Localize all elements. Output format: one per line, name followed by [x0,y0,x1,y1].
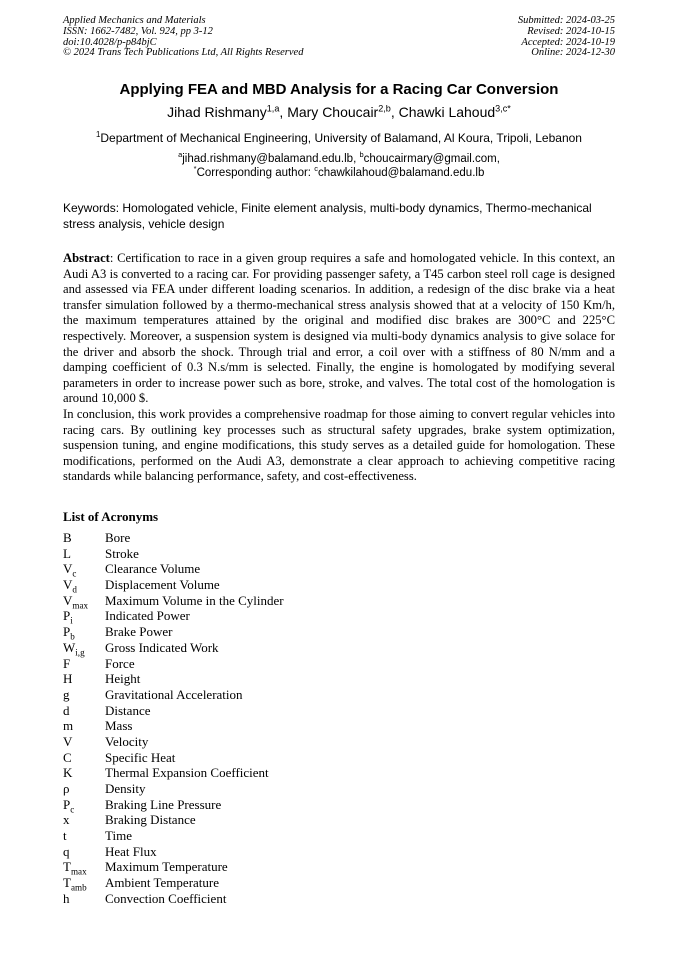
acronym-symbol [63,561,105,577]
acronyms-heading: List of Acronyms [63,509,159,524]
acronym-definition: Heat Flux [105,843,157,859]
acronym-symbol-letter: P [63,624,71,640]
acronym-row [63,593,463,609]
acronym-symbol-subscript: i,g [75,647,85,658]
acronym-symbol [63,828,105,844]
acronym-row [63,797,463,813]
acronym-definition: Thermal Expansion Coefficient [105,765,269,781]
acronym-symbol [63,624,105,640]
acronym-definition: Braking Line Pressure [105,796,222,812]
acronym-symbol-letter: L [63,545,71,561]
journal-info [63,16,303,59]
acronym-row [63,859,463,878]
acronym-symbol [63,530,105,546]
acronym-symbol [63,891,105,907]
acronym-symbol [63,859,105,878]
acronym-row [63,828,463,844]
acronym-definition: Indicated Power [105,608,190,624]
abstract-text: : Certification to race in a given group requires a safe and homologated vehicle. In this context, an Audi A3 is converted to a racing car. For providing passenger safety, a T45 carbon steel roll cage is designed and assessed via FEA under different loading scenarios. In addition, a redesign of the disc brake via a heat transfer simulation followed by a thermo-mechanical stress analysis showed that at a velocity of 150 Km/h, the maximum temperatures attained by the original and modified disc brakes are 300°C and 225°C respectively. Moreover, a suspension system is designed via multi-body dynamics analysis to give solace for the driver and absorb the shock. Through trial and error, a coil over with a stiffness of 80 N/mm and a damping coefficient of 0.3 N.s/mm is selected. Finally, the engine is homologated by modifying several parameters in order to increase power such as bore, stroke, and valves. The total cost of the homologation is around 10,000 $. [63,251,615,406]
acronym-row [63,781,463,797]
acronym-symbol-subscript: max [70,867,87,878]
email-mark: c [314,164,318,174]
acronym-symbol [63,593,105,609]
acronym-symbol [63,671,105,687]
abstract-paragraph [63,251,615,407]
acronym-symbol-subscript: max [72,600,89,611]
acronym-row [63,608,463,627]
author-name: Chawki Lahoud [398,104,496,120]
keywords: Keywords: Homologated vehicle, Finite element analysis, multi-body dynamics, Thermo-mechanical stress analysis, vehicle design [63,201,592,231]
acronym-symbol [63,750,105,766]
acronym-definition: Force [105,655,135,671]
acronym-row [63,671,463,687]
acronym-symbol-letter: B [63,530,72,545]
acronym-symbol [63,797,105,813]
author-affiliation-mark: 1,a [266,103,280,114]
date-submitted: Submitted: 2024-03-25 [517,15,615,26]
acronym-symbol-letter: C [63,749,72,765]
acronym-definition: Gravitational Acceleration [105,686,243,702]
acronym-row [63,546,463,562]
affiliation-mark: 1 [96,130,101,139]
acronym-row [63,734,463,750]
acronym-symbol-letter: t [63,828,67,844]
acronym-symbol [63,656,105,672]
acronym-symbol-letter: K [63,765,73,781]
affiliation-text: Department of Mechanical Engineering, University of Balamand, Al Koura, Tripoli, Lebanon [100,131,582,145]
acronym-definition: Height [105,671,141,687]
email-b[interactable]: choucairmary@gmail.com, [363,153,500,165]
acronym-symbol-letter: P [63,608,71,624]
author-affiliation-mark: 2,b [378,103,391,114]
acronym-symbol-letter: g [63,686,70,702]
author-name: Jihad Rishmany [167,104,267,120]
acronym-row [63,656,463,672]
journal-copyright: © 2024 Trans Tech Publications Ltd, All Rights Reserved [63,47,304,59]
acronym-symbol-subscript: c [70,804,75,815]
acronym-symbol-subscript: c [72,568,77,579]
acronym-definition: Time [105,828,132,844]
acronym-symbol-letter: x [63,812,70,828]
acronym-definition: Mass [105,718,133,734]
acronym-definition: Stroke [105,545,139,561]
acronym-symbol-letter: d [63,702,70,718]
acronym-symbol [63,546,105,562]
paper-title: Applying FEA and MBD Analysis for a Racing Car Conversion [119,81,559,98]
acronym-symbol-letter: W [63,639,76,655]
acronym-definition: Bore [105,530,131,545]
acronym-symbol [63,608,105,627]
acronym-symbol-letter: V [63,733,73,749]
acronym-symbol-letter: V [63,561,73,577]
abstract [63,251,615,485]
acronym-symbol [63,765,105,781]
acronym-row [63,891,463,907]
acronym-definition: Clearance Volume [105,561,201,577]
acronym-symbol-letter: h [63,890,70,906]
acronym-row [63,718,463,734]
acronym-symbol [63,781,105,797]
acronym-row [63,687,463,703]
acronym-row [63,844,463,860]
acronym-definition: Convection Coefficient [105,890,227,906]
acronym-symbol-subscript: d [72,584,77,595]
acronym-symbol [63,718,105,734]
acronym-symbol-subscript: b [70,631,75,642]
acronym-row [63,875,463,891]
acronym-definition: Distance [105,702,151,718]
acronym-symbol [63,734,105,750]
corresponding-line [0,166,678,180]
submission-dates [518,16,615,59]
acronym-definition: Specific Heat [105,749,176,765]
email-mark: b [359,150,364,160]
acronym-symbol-letter: P [63,796,71,812]
acronym-row [63,561,463,577]
author-list: Jihad Rishmany$^{1,a}$, Mary Choucair$^{2,b}$, Chawki Lahoud$^{3,c*}$ [167,103,511,120]
acronym-definition: Brake Power [105,624,173,640]
acronym-symbol-letter: F [63,655,71,671]
acronym-symbol [63,577,105,593]
acronym-symbol [63,703,105,719]
author-affiliation-mark: 3,c* [495,103,511,114]
acronym-definition: Displacement Volume [105,577,220,593]
acronym-definition: Maximum Volume in the Cylinder [105,592,284,608]
corresponding-label: Corresponding author: [196,167,315,179]
acronym-definition: Maximum Temperature [105,859,228,875]
email-c[interactable]: chawkilahoud@balamand.edu.lb [317,167,485,179]
acronym-row [63,640,463,656]
email-line [0,152,678,166]
acronym-row [63,703,463,719]
date-online: Online: 2024-12-30 [531,47,615,59]
acronym-definition: Velocity [105,733,149,749]
acronym-symbol-letter: V [63,592,73,608]
acronym-symbol [63,875,105,891]
acronym-symbol [63,687,105,703]
acronym-symbol-letter: V [63,577,73,593]
acronym-row [63,624,463,640]
acronym-symbol-subscript: i [70,616,73,627]
acronym-symbol-letter: T [63,875,71,891]
acronym-symbol [63,844,105,860]
date-accepted: Accepted: 2024-10-19 [521,36,615,48]
acronym-row [63,530,463,546]
date-revised: Revised: 2024-10-15 [527,25,615,37]
email-mark: a [178,150,183,160]
author-emails [0,152,678,180]
journal-name: Applied Mechanics and Materials [63,15,206,26]
abstract-paragraph: In conclusion, this work provides a comprehensive roadmap for those aiming to convert regular vehicles into racing cars. By outlining key processes such as structural safety upgrades, brake system optimization, suspension tuning, and engine modifications, this study serves as a detailed guide for homologation. These modifications, performed on the Audi A3, demonstrate a clear approach to achieving competitive racing standards while balancing performance, safety, and cost-effectiveness. [63,406,615,484]
acronym-row [63,765,463,781]
acronym-symbol-letter: ρ [63,781,70,796]
acronym-definition: Braking Distance [105,812,196,828]
journal-issn: ISSN: 1662-7482, Vol. 924, pp 3-12 [63,25,213,37]
acronym-row [63,812,463,828]
corresponding-mark: * [193,164,197,174]
acronym-definition: Ambient Temperature [105,875,220,891]
acronym-row [63,577,463,593]
journal-doi[interactable]: doi:10.4028/p-p84bjC [63,36,157,48]
abstract-label: Abstract [63,251,110,265]
journal-header [63,16,615,59]
acronym-symbol-letter: m [63,718,74,734]
acronym-symbol-letter: q [63,843,70,859]
affiliation [0,131,678,145]
acronym-symbol-subscript: amb [70,882,87,893]
acronym-list [63,530,463,907]
email-a[interactable]: jihad.rishmany@balamand.edu.lb, [182,153,357,165]
acronym-symbol-letter: H [63,671,73,687]
acronym-symbol [63,640,105,656]
acronym-symbol [63,812,105,828]
acronym-symbol-letter: T [63,859,71,875]
acronym-definition: Gross Indicated Work [105,639,219,655]
acronym-row [63,750,463,766]
author-name: Mary Choucair [287,104,379,120]
acronym-definition: Density [105,781,146,796]
